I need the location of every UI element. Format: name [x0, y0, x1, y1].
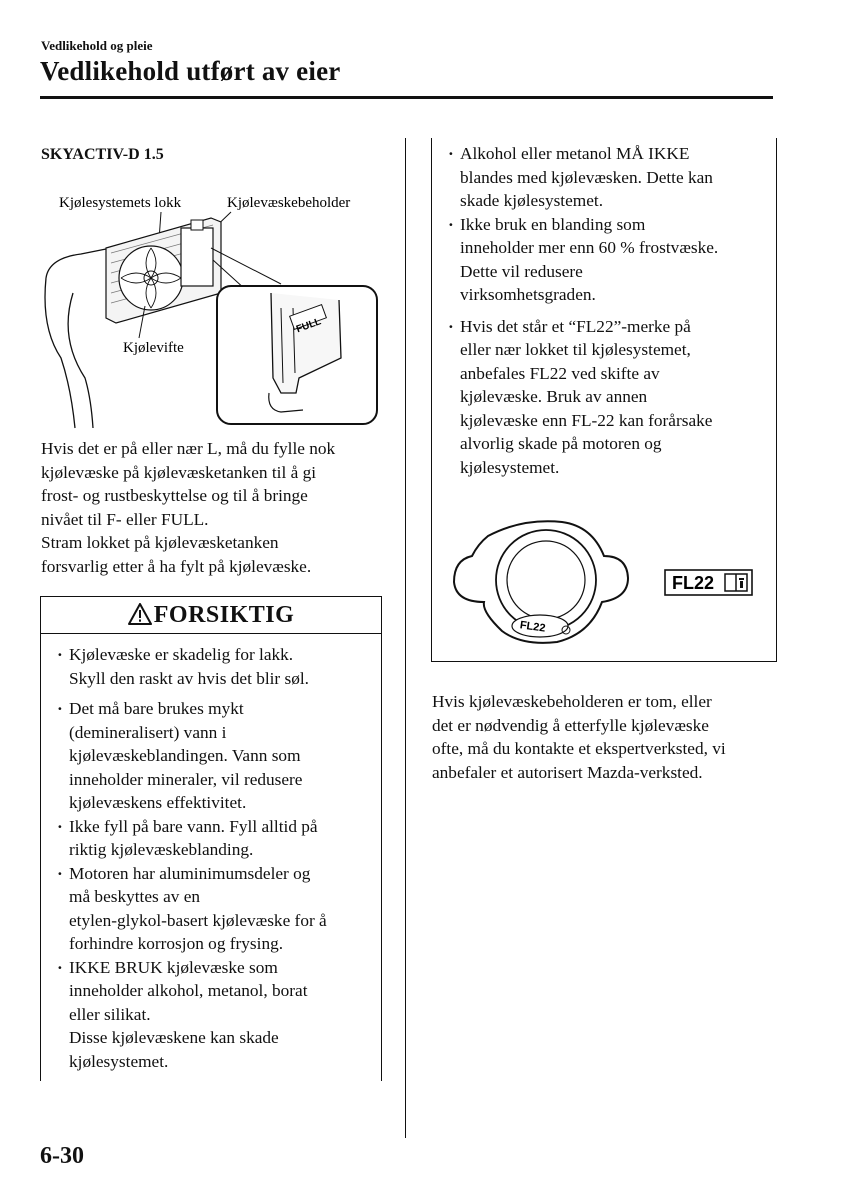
paragraph-line: kjølevæske på kjølevæsketanken til å gi — [41, 462, 317, 482]
caution-item: · Det må bare brukes mykt (demineralisert) vann i kjølevæskeblandingen. Vann som inneholder mineraler, vil redusere kjølevæskens effektivitet. — [57, 697, 377, 815]
paragraph-line: Hvis kjølevæskebeholderen er tom, eller — [432, 692, 712, 711]
continued-caution-list — [448, 142, 770, 479]
fan-label: Kjølevifte — [123, 340, 184, 356]
manual-book-icon — [725, 574, 747, 591]
paragraph-line: Hvis det er på eller nær L, må du fylle nok — [41, 439, 336, 458]
caution-header — [41, 597, 381, 634]
paragraph-line: Stram lokket på kjølevæsketanken — [41, 533, 279, 552]
section-label: Vedlikehold og pleie — [41, 38, 153, 53]
caution-title: FORSIKTIG — [153, 602, 295, 628]
cap-label: Kjølesystemets lokk — [59, 195, 182, 211]
warning-triangle-icon — [128, 603, 152, 625]
full-mark: FULL — [294, 316, 323, 336]
coolant-fill-paragraph — [41, 437, 401, 578]
paragraph-line: anbefaler et autorisert Mazda-verksted. — [432, 762, 703, 782]
paragraph-line: det er nødvendig å etterfylle kjølevæske — [432, 715, 709, 735]
paragraph-line: frost- og rustbeskyttelse og til å bringe — [41, 486, 308, 505]
caution-item: · Ikke fyll på bare vann. Fyll alltid på riktig kjølevæskeblanding. — [57, 815, 377, 862]
caution-item: · Hvis det står et “FL22”-merke på eller nær lokket til kjølesystemet, anbefales FL22 ved skifte av kjølevæske. Bruk av annen kjølevæske enn FL-22 kan forårsake alvorlig skade på motoren og kjølesystemet. — [448, 315, 770, 480]
caution-box — [40, 596, 382, 1081]
coolant-system-diagram — [41, 188, 386, 430]
paragraph-line: nivået til F- eller FULL. — [41, 509, 209, 529]
caution-item: · Kjølevæske er skadelig for lakk. Skyll den raskt av hvis det blir søl. — [57, 643, 377, 690]
workshop-paragraph — [432, 690, 777, 784]
caution-item: · Ikke bruk en blanding som inneholder mer enn 60 % frostvæske. Dette vil redusere virksomhetsgraden. — [448, 213, 770, 307]
cap-fl22-text: FL22 — [519, 619, 547, 635]
page-title: Vedlikehold utført av eier — [40, 56, 341, 86]
caution-item: · Motoren har aluminimumsdeler og må beskyttes av en etylen-glykol-basert kjølevæske for å forhindre korrosjon og frysing. — [57, 862, 377, 956]
continued-caution-box — [431, 138, 777, 662]
radiator-cap-diagram — [442, 516, 767, 651]
caution-note: Disse kjølevæskene kan skade kjølesystemet. — [69, 1028, 279, 1071]
caution-item: · IKKE BRUK kjølevæske som inneholder alkohol, metanol, borat eller silikat. — [57, 956, 377, 1027]
paragraph-line: forsvarlig etter å ha fylt på kjølevæske. — [41, 556, 312, 576]
fl22-badge-text: FL22 — [672, 573, 715, 593]
page-number: 6-30 — [40, 1143, 84, 1169]
caution-item: · Alkohol eller metanol MÅ IKKE blandes med kjølevæsken. Dette kan skade kjølesystemet. — [448, 142, 770, 213]
caution-list — [57, 643, 377, 1073]
title-rule — [40, 96, 773, 99]
column-divider — [405, 138, 406, 1138]
paragraph-line: ofte, må du kontakte et ekspertverksted, vi — [432, 739, 726, 758]
engine-heading: SKYACTIV-D 1.5 — [41, 146, 164, 163]
reservoir-label: Kjølevæskebeholder — [227, 195, 351, 211]
